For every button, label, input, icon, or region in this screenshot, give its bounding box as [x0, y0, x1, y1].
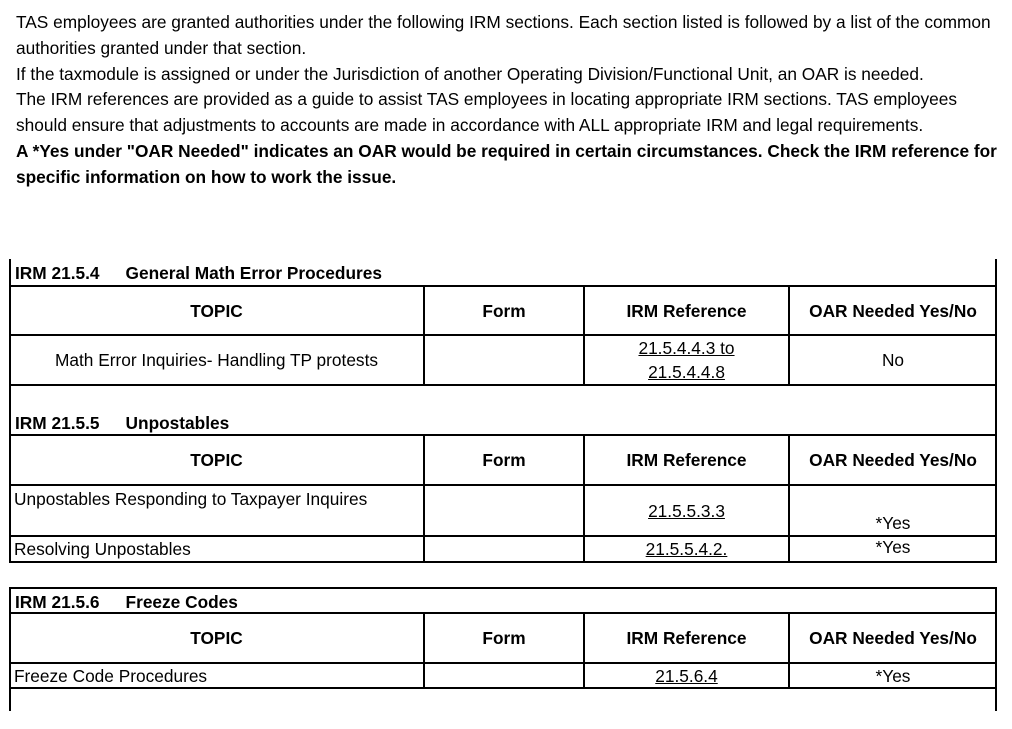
- section-name: Unpostables: [125, 412, 230, 433]
- row-oar: *Yes: [790, 664, 996, 689]
- section-title: [11, 410, 995, 435]
- row-form: [425, 664, 585, 689]
- header-topic: TOPIC: [10, 285, 425, 336]
- row-topic: Math Error Inquiries- Handling TP protests: [10, 336, 425, 386]
- section-title: [10, 587, 996, 614]
- section-name: General Math Error Procedures: [125, 262, 382, 283]
- section-number: IRM 21.5.4: [15, 262, 100, 283]
- irm-link[interactable]: 21.5.4.4.8: [648, 362, 725, 382]
- row-form: [425, 336, 585, 386]
- irm-link[interactable]: 21.5.5.3.3: [648, 500, 725, 521]
- intro-paragraph: If the taxmodule is assigned or under the Jurisdiction of another Operating Division/Functional Unit, an OAR is needed.: [16, 63, 924, 84]
- intro-paragraph: TAS employees are granted authorities under the following IRM sections. Each section listed is followed by a list of the common authorities granted under that section.: [16, 12, 991, 58]
- irm-link[interactable]: 21.5.5.4.2.: [645, 539, 728, 559]
- row-form: [425, 537, 585, 563]
- header-oar-needed: OAR Needed Yes/No: [790, 434, 996, 486]
- header-form: Form: [425, 285, 585, 336]
- intro-text: [16, 10, 1006, 191]
- header-topic: TOPIC: [10, 612, 425, 664]
- row-topic: Freeze Code Procedures: [10, 664, 425, 689]
- header-irm-reference: IRM Reference: [585, 434, 790, 486]
- row-irm-reference: [585, 336, 790, 386]
- section-number: IRM 21.5.6: [15, 591, 100, 612]
- intro-paragraph: The IRM references are provided as a guide to assist TAS employees in locating appropriate IRM sections. TAS employees should ensure that adjustments to accounts are made in accordance with ALL appropriate IRM and legal requirements.: [16, 89, 958, 136]
- row-irm-reference: [585, 537, 790, 563]
- irm-link[interactable]: 21.5.4.4.3 to: [638, 338, 735, 358]
- section-number: IRM 21.5.5: [15, 412, 100, 433]
- row-topic: Unpostables Responding to Taxpayer Inquires: [10, 486, 425, 537]
- header-form: Form: [425, 434, 585, 486]
- row-oar: *Yes: [790, 537, 996, 563]
- intro-note: A *Yes under "OAR Needed" indicates an OAR would be required in certain circumstances. Check the IRM reference for specific information on how to work the issue.: [16, 140, 997, 187]
- row-form: [425, 486, 585, 537]
- section-name: Freeze Codes: [125, 591, 238, 612]
- header-irm-reference: IRM Reference: [585, 285, 790, 336]
- row-oar: *Yes: [790, 486, 996, 537]
- header-oar-needed: OAR Needed Yes/No: [790, 612, 996, 664]
- row-irm-reference: [585, 486, 790, 537]
- section-title: [11, 260, 995, 285]
- row-topic: Resolving Unpostables: [10, 537, 425, 563]
- irm-link[interactable]: 21.5.6.4: [655, 665, 718, 686]
- row-oar: No: [790, 336, 996, 386]
- header-oar-needed: OAR Needed Yes/No: [790, 285, 996, 336]
- row-irm-reference: [585, 664, 790, 689]
- header-topic: TOPIC: [10, 434, 425, 486]
- header-irm-reference: IRM Reference: [585, 612, 790, 664]
- header-form: Form: [425, 612, 585, 664]
